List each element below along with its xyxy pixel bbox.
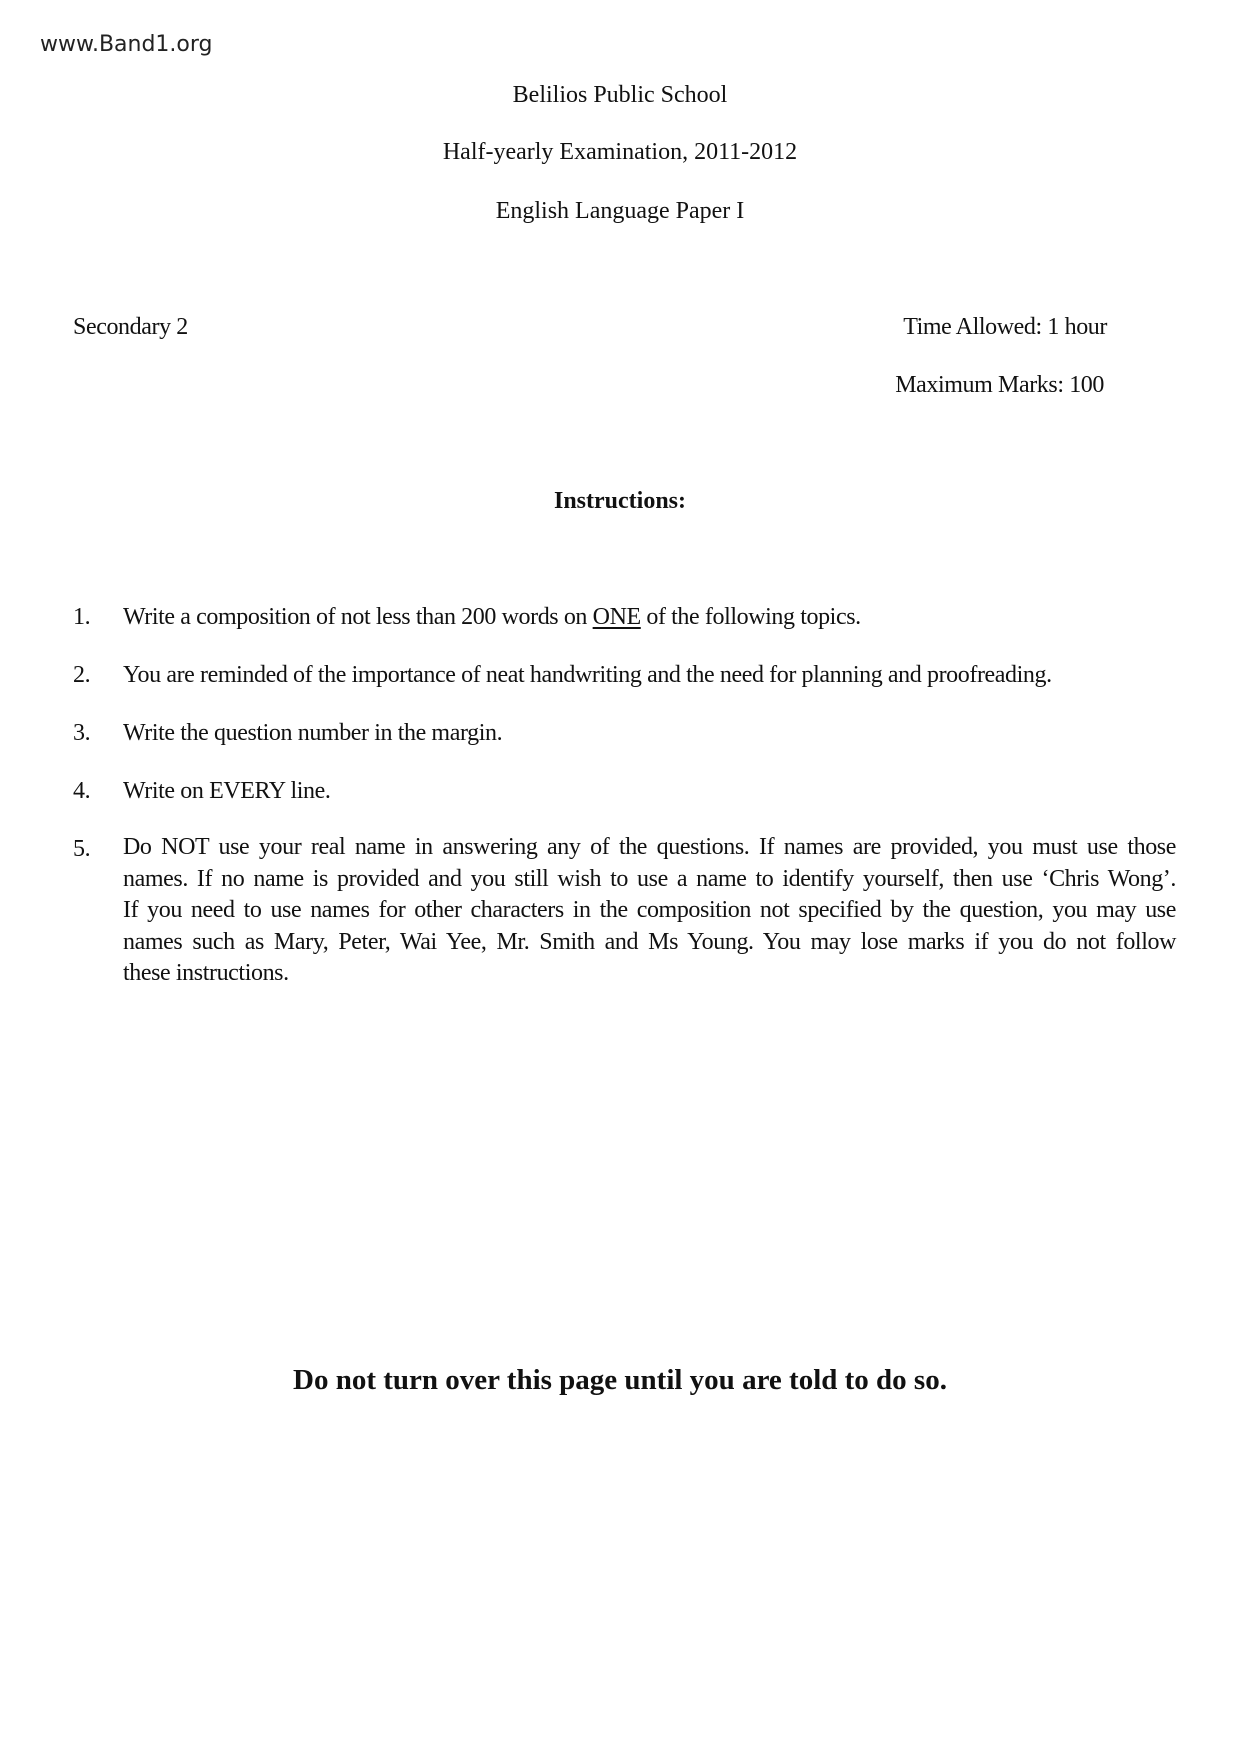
item-text: [123, 832, 1176, 990]
exam-title: Half-yearly Examination, 2011-2012: [442, 139, 798, 165]
text-line: names. If no name is provided and you still wish to use a name to identify yourself, then use ‘Chris Wong’.: [123, 865, 1176, 892]
item-text: [123, 604, 861, 631]
watermark: www.Band1.org: [40, 32, 213, 57]
instructions-heading: Instructions:: [553, 488, 686, 514]
item-number: 2.: [73, 662, 91, 688]
level: Secondary 2: [73, 314, 188, 340]
text-line: Do NOT use your real name in answering any of the questions. If names are provided, you must use those: [123, 834, 1176, 860]
item-number: 5.: [73, 836, 91, 862]
school-name: Belilios Public School: [512, 82, 728, 108]
time-allowed: Time Allowed: 1 hour: [903, 314, 1107, 340]
item-number: 3.: [73, 720, 91, 746]
item-number: 1.: [73, 604, 91, 630]
item-text: Write the question number in the margin.: [123, 720, 503, 746]
text-part: of the following topics.: [640, 604, 861, 630]
item-number: 4.: [73, 778, 91, 804]
footer-notice: Do not turn over this page until you are told to do so.: [293, 1364, 947, 1396]
emphasis: ONE: [592, 604, 641, 630]
maximum-marks: Maximum Marks: 100: [895, 372, 1104, 398]
text-line: these instructions.: [123, 960, 289, 986]
item-text: You are reminded of the importance of neat handwriting and the need for planning and proofreading.: [123, 662, 1052, 688]
text-part: Write a composition of not less than 200 words on: [123, 604, 593, 630]
paper-title: English Language Paper I: [495, 198, 745, 224]
text-line: names such as Mary, Peter, Wai Yee, Mr. Smith and Ms Young. You may lose marks if you do not follow: [123, 928, 1176, 955]
text-line: If you need to use names for other characters in the composition not specified by the question, you may use: [123, 897, 1176, 923]
item-text: Write on EVERY line.: [123, 778, 331, 804]
